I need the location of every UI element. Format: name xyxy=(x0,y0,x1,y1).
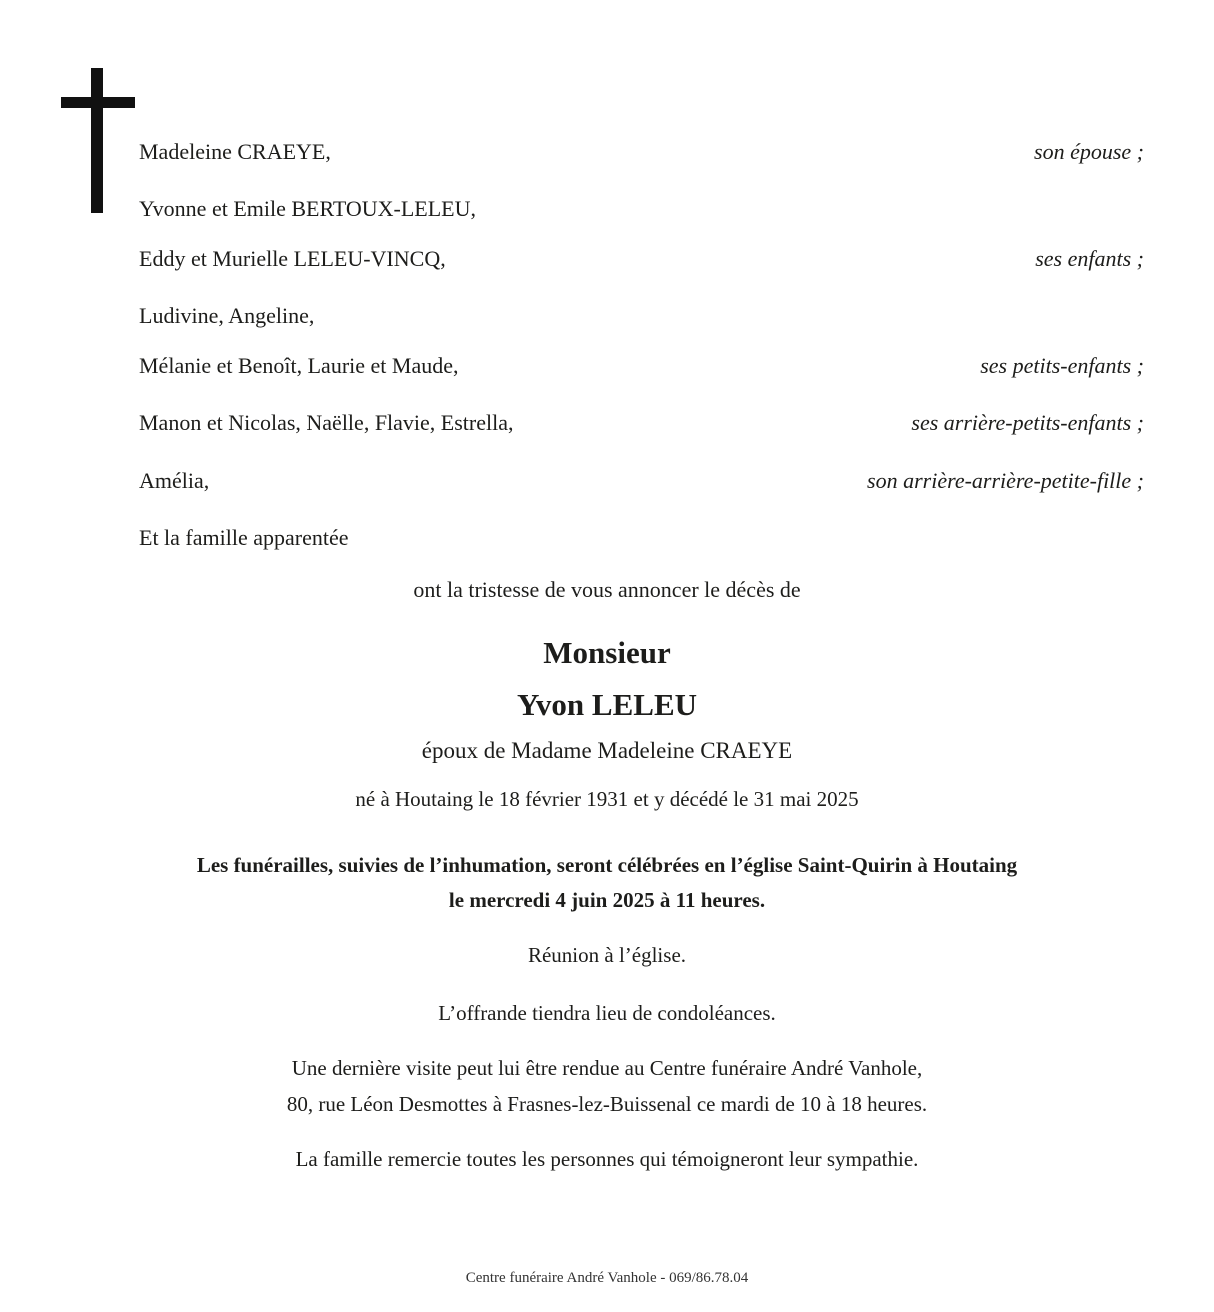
deceased-spouse: époux de Madame Madeleine CRAEYE xyxy=(421,738,793,763)
family-relation: son épouse ; xyxy=(1034,139,1144,164)
family-names: Mélanie et Benoît, Laurie et Maude, xyxy=(139,353,459,378)
family-names: Yvonne et Emile BERTOUX-LELEU, xyxy=(139,196,477,221)
visit-text-line2: 80, rue Léon Desmottes à Frasnes-lez-Buissenal ce mardi de 10 à 18 heures. xyxy=(286,1092,928,1116)
deceased-dates: né à Houtaing le 18 février 1931 et y décédé le 31 mai 2025 xyxy=(355,787,859,811)
family-row xyxy=(139,194,1144,224)
funeral-details: Les funérailles, suivies de l’inhumation, seront célébrées en l’église Saint-Quirin à Houtaing xyxy=(196,853,1018,877)
visit-text-line1: Une dernière visite peut lui être rendue au Centre funéraire André Vanhole, xyxy=(291,1056,923,1080)
family-row xyxy=(139,466,1144,496)
family-names: Ludivine, Angeline, xyxy=(139,303,315,328)
family-names: Eddy et Murielle LELEU-VINCQ, xyxy=(139,246,446,271)
family-names: Madeleine CRAEYE, xyxy=(139,139,331,164)
thanks-text: La famille remercie toutes les personnes qui témoigneront leur sympathie. xyxy=(295,1147,919,1171)
family-row xyxy=(139,351,1144,381)
family-relation: ses enfants ; xyxy=(1035,246,1144,271)
family-names: Et la famille apparentée xyxy=(139,525,349,550)
announcement-text: ont la tristesse de vous annoncer le décès de xyxy=(413,577,801,602)
family-names: Amélia, xyxy=(139,468,210,493)
family-relation: ses petits-enfants ; xyxy=(980,353,1144,378)
footer-contact: Centre funéraire André Vanhole - 069/86.78.04 xyxy=(465,1270,749,1286)
family-row xyxy=(139,137,1144,167)
family-row xyxy=(139,301,1144,331)
family-names: Manon et Nicolas, Naëlle, Flavie, Estrella, xyxy=(139,410,514,435)
family-row xyxy=(139,244,1144,274)
deceased-civility: Monsieur xyxy=(543,635,671,670)
reunion-text: Réunion à l’église. xyxy=(527,943,687,967)
cross-horizontal-bar xyxy=(61,97,135,108)
offrande-text: L’offrande tiendra lieu de condoléances. xyxy=(438,1001,776,1025)
family-row xyxy=(139,408,1144,438)
deceased-name: Yvon LELEU xyxy=(516,687,698,722)
family-relation: son arrière-arrière-petite-fille ; xyxy=(867,468,1144,493)
family-row xyxy=(139,523,1144,553)
family-relation: ses arrière-petits-enfants ; xyxy=(911,410,1144,435)
funeral-datetime: le mercredi 4 juin 2025 à 11 heures. xyxy=(448,888,766,912)
cross-vertical-bar xyxy=(91,68,103,213)
